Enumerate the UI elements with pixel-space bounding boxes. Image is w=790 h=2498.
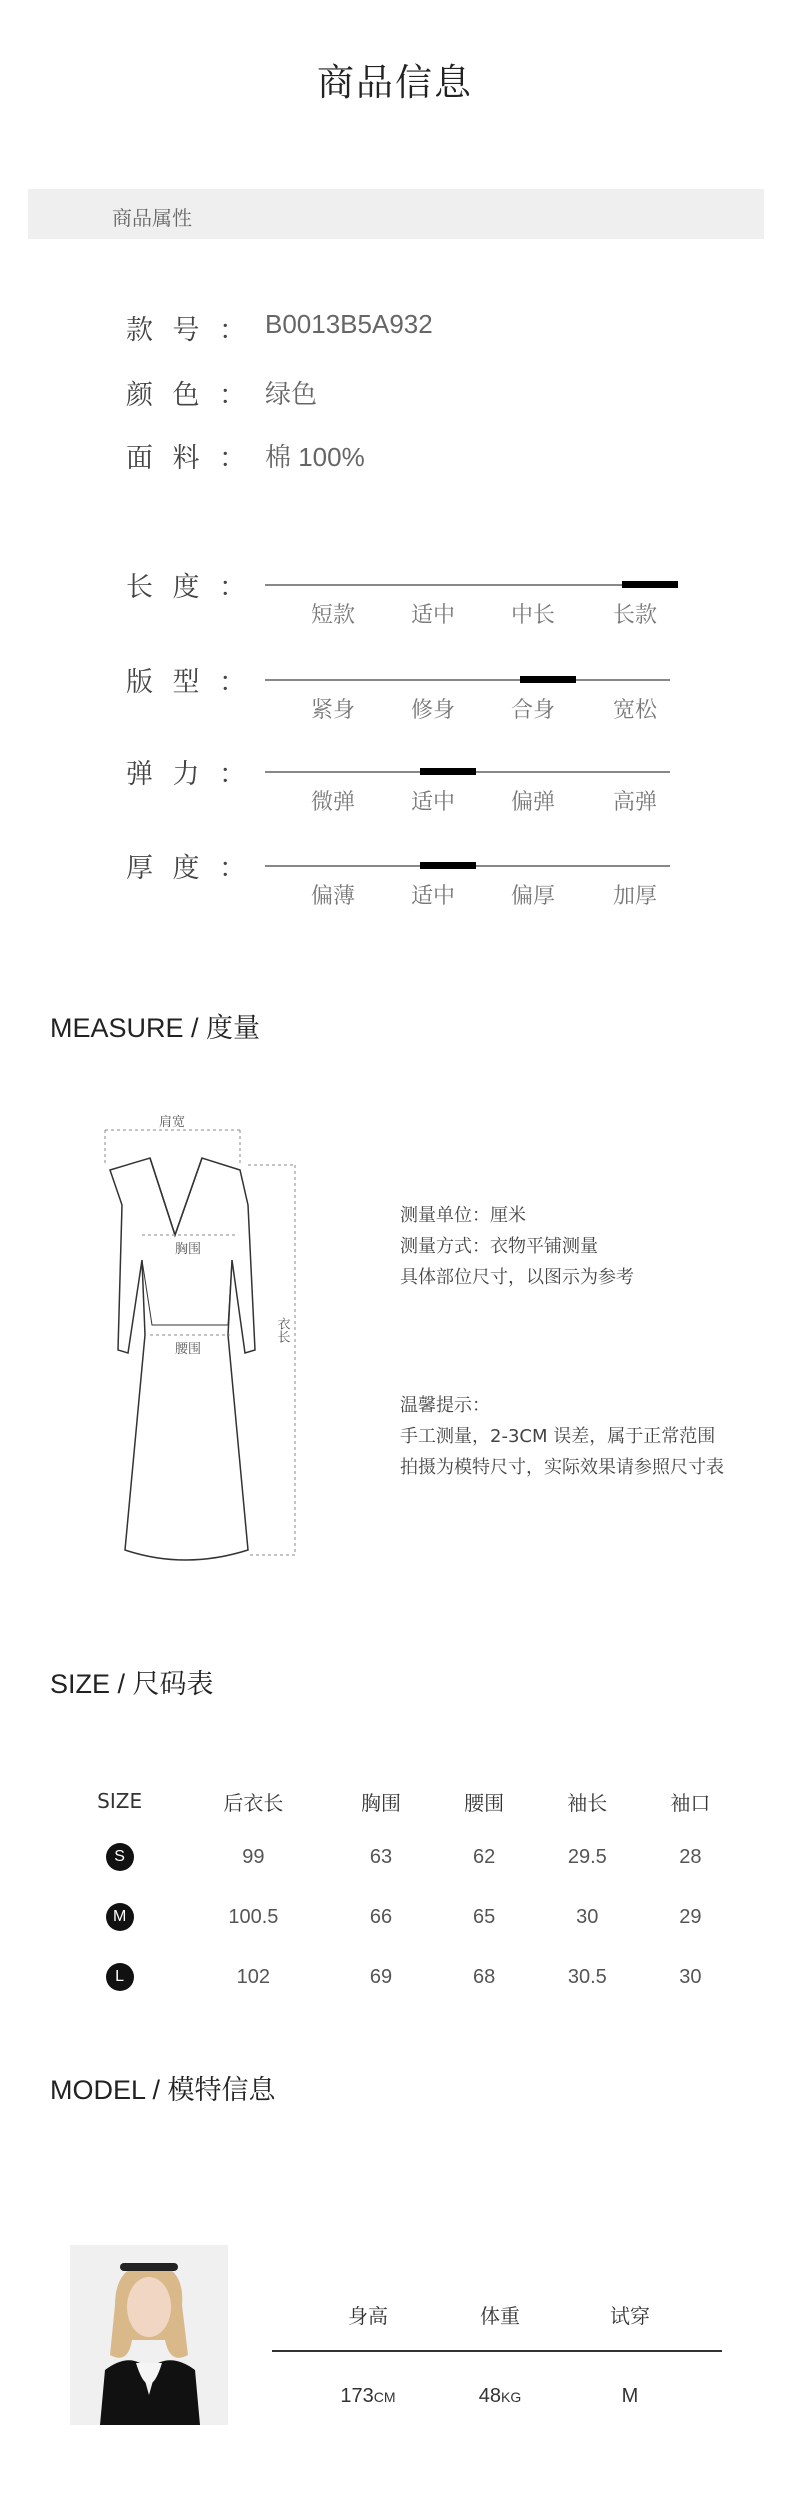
table-row: S 99 63 62 29.5 28 bbox=[62, 1827, 742, 1887]
scale-option-length: 长款 bbox=[612, 603, 657, 628]
dress-measure-diagram bbox=[70, 1110, 310, 1570]
size-badge-s: S bbox=[106, 1843, 134, 1871]
scale-label-thickness: 厚 度 ： bbox=[126, 853, 246, 884]
model-header-height: 身高 bbox=[348, 2304, 388, 2328]
table-row: L 102 69 68 30.5 30 bbox=[62, 1947, 742, 2007]
scale-label-stretch: 弹 力 ： bbox=[126, 759, 246, 790]
model-photo bbox=[70, 2245, 228, 2425]
scale-option-length: 中长 bbox=[510, 603, 555, 628]
size-table-header: SIZE 后衣长 胸围 腰围 袖长 袖口 bbox=[97, 1789, 711, 1815]
model-divider bbox=[272, 2350, 722, 2352]
size-heading: SIZE / 尺码表 bbox=[50, 1669, 214, 1699]
model-size: M bbox=[621, 2385, 639, 2407]
scale-selected-marker-thickness bbox=[420, 862, 476, 869]
scale-option-stretch: 偏弹 bbox=[510, 790, 555, 815]
measure-heading: MEASURE / 度量 bbox=[50, 1013, 261, 1043]
measure-tips: 温馨提示： 手工测量，2-3CM 误差，属于正常范围 拍摄为模特尺寸，实际效果请参照尺寸表 bbox=[400, 1395, 724, 1478]
model-weight: 48KG bbox=[478, 2385, 522, 2407]
scale-option-length: 适中 bbox=[410, 603, 455, 628]
scale-selected-marker-stretch bbox=[420, 768, 476, 775]
chest-label: 胸围 bbox=[174, 1242, 202, 1257]
scale-track-length bbox=[265, 584, 670, 586]
scale-track-fit bbox=[265, 679, 670, 681]
model-heading: MODEL / 模特信息 bbox=[50, 2075, 276, 2105]
scale-option-stretch: 微弹 bbox=[310, 790, 355, 815]
page-title: 商品信息 bbox=[317, 61, 473, 104]
scale-option-thickness: 偏厚 bbox=[510, 884, 555, 909]
waist-label: 腰围 bbox=[174, 1342, 202, 1357]
scale-option-thickness: 适中 bbox=[410, 884, 455, 909]
model-header-size: 试穿 bbox=[610, 2304, 650, 2328]
property-value-color: 绿色 bbox=[265, 379, 318, 409]
scale-option-stretch: 适中 bbox=[410, 790, 455, 815]
property-value-fabric: 棉 100% bbox=[265, 442, 365, 472]
scale-option-fit: 合身 bbox=[510, 698, 555, 723]
attributes-bar bbox=[28, 189, 764, 239]
table-row: M 100.5 66 65 30 29 bbox=[62, 1887, 742, 1947]
model-header-weight: 体重 bbox=[480, 2304, 520, 2328]
scale-option-fit: 宽松 bbox=[612, 698, 657, 723]
scale-selected-marker-length bbox=[622, 581, 678, 588]
measure-info: 测量单位：厘米 测量方式：衣物平铺测量 具体部位尺寸，以图示为参考 bbox=[400, 1205, 634, 1288]
attributes-bar-label: 商品属性 bbox=[112, 206, 192, 230]
property-label-fabric: 面 料 ： bbox=[126, 443, 246, 474]
size-table bbox=[62, 1775, 742, 2007]
scale-option-thickness: 偏薄 bbox=[310, 884, 355, 909]
size-badge-l: L bbox=[106, 1963, 134, 1991]
scale-selected-marker-fit bbox=[520, 676, 576, 683]
shoulder-label: 肩宽 bbox=[158, 1115, 186, 1130]
model-height: 173CM bbox=[340, 2385, 396, 2407]
scale-label-fit: 版 型 ： bbox=[126, 667, 246, 698]
scale-label-length: 长 度 ： bbox=[126, 572, 246, 603]
property-value-style-no: B0013B5A932 bbox=[265, 309, 433, 339]
size-badge-m: M bbox=[106, 1903, 134, 1931]
length-label: 衣长 bbox=[274, 1317, 290, 1343]
scale-option-fit: 修身 bbox=[410, 698, 455, 723]
scale-option-fit: 紧身 bbox=[310, 698, 355, 723]
scale-option-stretch: 高弹 bbox=[612, 790, 657, 815]
scale-option-length: 短款 bbox=[310, 603, 355, 628]
property-label-color: 颜 色 ： bbox=[126, 380, 246, 411]
property-label-style-no: 款 号 ： bbox=[126, 315, 246, 346]
scale-option-thickness: 加厚 bbox=[612, 884, 657, 909]
